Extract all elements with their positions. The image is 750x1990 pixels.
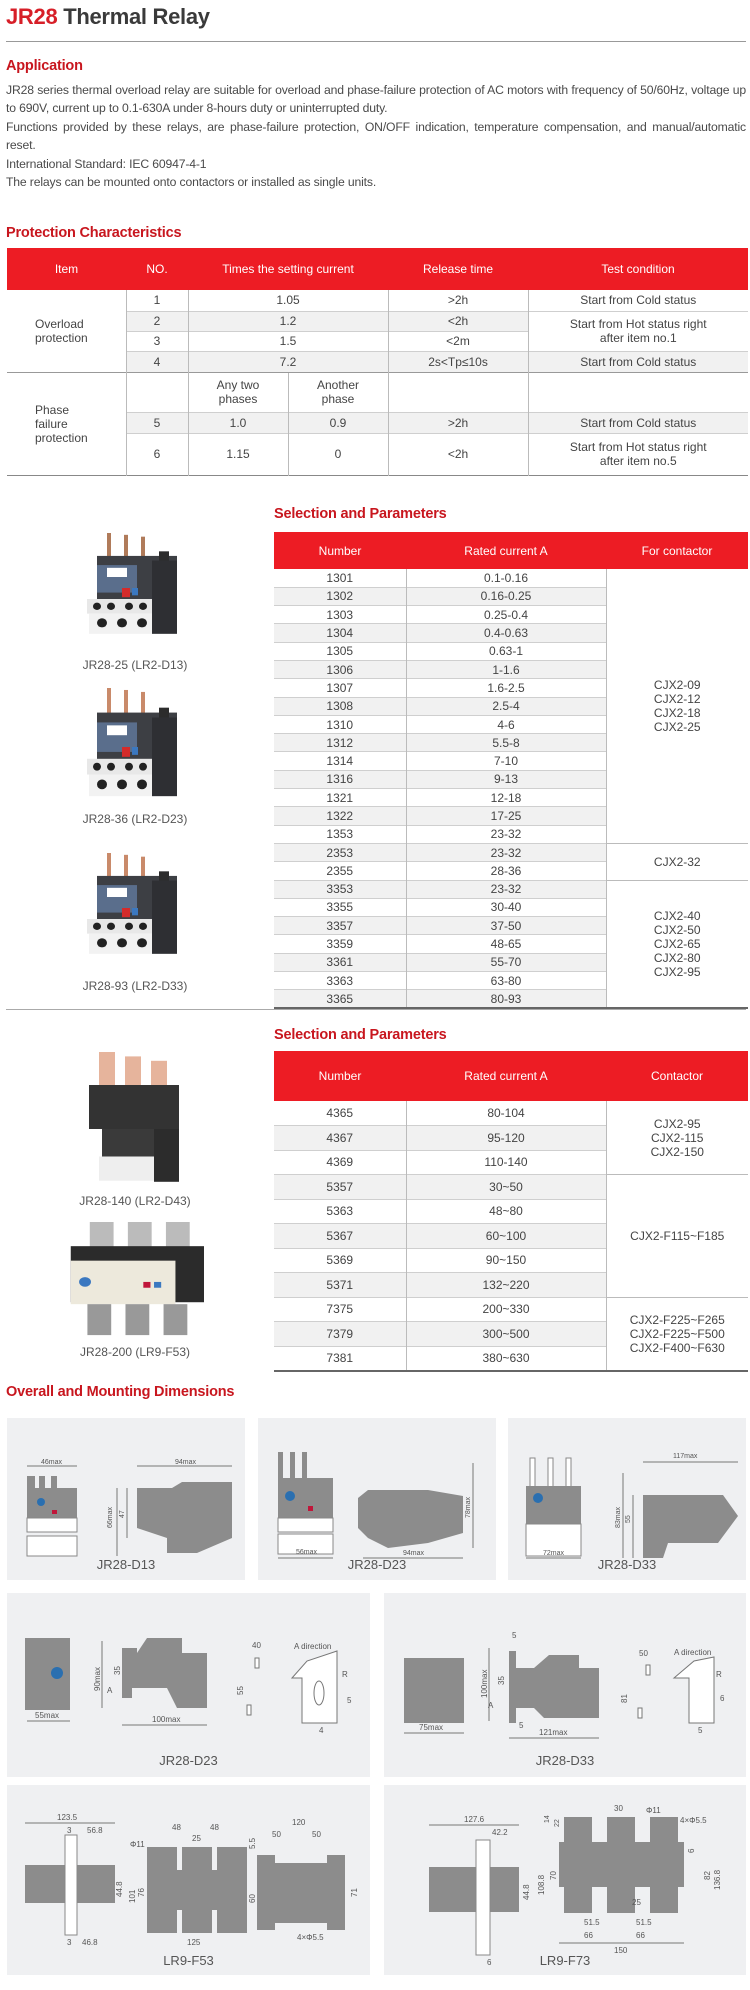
number-cell: 1303 (274, 606, 406, 624)
times-cell: 7.2 (188, 351, 388, 372)
number-cell: 3357 (274, 917, 406, 935)
rated-current-cell: 23-32 (406, 880, 606, 898)
dim-label: 117max (673, 1453, 698, 1460)
release-cell: <2h (388, 311, 528, 331)
rated-current-cell: 30~50 (406, 1175, 606, 1200)
number-cell: 1307 (274, 679, 406, 697)
table-row (274, 1175, 748, 1200)
test-cell: Start from Cold status (528, 351, 748, 372)
number-cell: 4365 (326, 1106, 354, 1120)
dim-label: 56max (296, 1549, 318, 1556)
dim-label: 50 (272, 1830, 281, 1839)
number-cell: 3359 (274, 935, 406, 953)
dim-label: 5.5 (248, 1837, 257, 1849)
dim-label: 72max (543, 1550, 565, 1557)
dimension-panel-d13 (7, 1418, 245, 1580)
times-cell: 1.0 (188, 412, 288, 433)
dim-label: 51.5 (584, 1918, 600, 1927)
contactor-cell (606, 1175, 748, 1298)
dim-label: 5 (519, 1721, 524, 1730)
selection-table-2 (274, 1051, 748, 1372)
dim-label: 60 (248, 1894, 257, 1903)
number-cell: 1353 (274, 825, 406, 843)
number-cell: 3363 (274, 972, 406, 990)
number-cell: 3355 (274, 898, 406, 916)
no-cell: 1 (126, 290, 188, 311)
dim-label: 44.8 (115, 1881, 124, 1897)
table-row (274, 1101, 748, 1126)
dim-label: 4 (319, 1726, 324, 1735)
dimension-panel-lr9-f73 (384, 1785, 746, 1975)
product-caption: JR28-36 (LR2-D23) (82, 812, 188, 826)
rated-current-cell: 4-6 (406, 715, 606, 733)
release-cell: 2s<Tp≤10s (388, 351, 528, 372)
no-cell: 6 (126, 433, 188, 475)
application-text (6, 81, 746, 191)
dimensions-heading: Overall and Mounting Dimensions (6, 1384, 235, 1400)
rated-current-cell: 0.4-0.63 (406, 624, 606, 642)
column-header: Times the setting current (188, 248, 388, 290)
rated-current-cell: 110-140 (406, 1150, 606, 1175)
model-name: JR28 (6, 4, 58, 29)
application-paragraph: JR28 series thermal overload relay are suitable for overload and phase-failure protection of AC motors with frequency of 50/60Hz, voltage up to 690V, current up to 0.1-630A under 8-hours duty or uninterrupted duty. (6, 83, 746, 116)
number-cell: 4367 (274, 1126, 406, 1151)
number-cell: 5367 (274, 1224, 406, 1249)
rated-current-cell: 1.6-2.5 (406, 679, 606, 697)
protection-table (7, 248, 748, 476)
dim-label: 108.8 (537, 1874, 546, 1895)
test-cell: Start from Hot status right after item no.5 (528, 433, 748, 475)
rated-current-cell: 48-65 (406, 935, 606, 953)
test-cell: Start from Cold status (528, 412, 748, 433)
dim-label: 46.8 (82, 1938, 98, 1947)
times-cell: 1.05 (188, 290, 388, 311)
table-header-row (274, 1051, 748, 1101)
table-row (274, 569, 748, 587)
number-cell: 2353 (274, 843, 406, 861)
number-cell: 5363 (274, 1199, 406, 1224)
number-cell: 1310 (274, 715, 406, 733)
dim-label: 66max (107, 1506, 114, 1528)
sub-header: Any two phases (188, 372, 288, 412)
dim-label: 51.5 (636, 1918, 652, 1927)
section-divider (6, 1009, 746, 1010)
times-cell: 1.2 (188, 311, 388, 331)
product-image-jr28-25 (77, 533, 193, 643)
column-header: Rated current A (406, 532, 606, 569)
release-cell: <2m (388, 331, 528, 351)
column-header: Release time (388, 248, 528, 290)
dim-label: A direction (674, 1648, 712, 1657)
times-cell: 0 (288, 433, 388, 475)
selection-heading: Selection and Parameters (274, 506, 447, 522)
number-cell: 1321 (274, 789, 406, 807)
table-row (274, 1297, 748, 1322)
column-header: Rated current A (406, 1051, 606, 1101)
rated-current-cell: 9-13 (406, 770, 606, 788)
number-cell: 5369 (274, 1248, 406, 1273)
number-cell: 7379 (274, 1322, 406, 1347)
rated-current-cell: 12-18 (406, 789, 606, 807)
number-cell: 1308 (274, 697, 406, 715)
dimension-drawing (258, 1418, 496, 1580)
column-header: For contactor (606, 532, 748, 569)
panel-label: JR28-D33 (597, 1557, 657, 1572)
dim-label: R (342, 1670, 348, 1679)
contactor-model: CJX2-F225~F265 (629, 1312, 725, 1327)
number-cell: 7381 (274, 1346, 406, 1371)
rated-current-cell: 63-80 (406, 972, 606, 990)
dim-label: 83max (615, 1506, 622, 1528)
dim-label: 5 (698, 1726, 703, 1735)
number-cell: 3365 (274, 990, 406, 1008)
dim-label: 94max (403, 1550, 425, 1557)
dim-label: 100max (480, 1669, 489, 1698)
contactor-model: CJX2-32 (653, 854, 701, 869)
product-image-jr28-140 (77, 1052, 193, 1184)
dim-label: 136.8 (713, 1869, 722, 1890)
contactor-model: CJX2-95 (653, 964, 701, 979)
rated-current-cell: 80-104 (406, 1101, 606, 1126)
contactor-model: CJX2-150 (650, 1144, 704, 1159)
dimension-panel-d33-mounting (384, 1593, 746, 1777)
dim-label: 50 (312, 1830, 321, 1839)
dim-label: 44.8 (522, 1884, 531, 1900)
table-header-row (274, 532, 748, 569)
rated-current-cell: 0.1-0.16 (406, 569, 606, 587)
relay-illustration (77, 688, 193, 806)
column-header: Item (7, 248, 126, 290)
dim-label: 70 (549, 1871, 558, 1880)
contactor-model: CJX2-95 (653, 1116, 701, 1131)
item-cell: Phase failure protection (7, 372, 126, 475)
dim-label: 30 (614, 1804, 623, 1813)
rated-current-cell: 2.5-4 (406, 697, 606, 715)
dim-label: 5 (347, 1696, 352, 1705)
rated-current-cell: 0.25-0.4 (406, 606, 606, 624)
dimension-drawing (384, 1593, 746, 1777)
dim-label: 4×Φ5.5 (297, 1933, 324, 1942)
dim-label: 35 (497, 1676, 506, 1685)
column-header: Test condition (528, 248, 748, 290)
test-cell: Start from Hot status right after item no.1 (528, 311, 748, 351)
table-row (274, 843, 748, 861)
rated-current-cell: 132~220 (406, 1273, 606, 1298)
number-cell: 1301 (326, 570, 354, 585)
number-cell: 1316 (274, 770, 406, 788)
relay-illustration (66, 1222, 204, 1338)
contactor-model: CJX2-50 (653, 922, 701, 937)
times-cell: 1.5 (188, 331, 388, 351)
number-cell: 5357 (274, 1175, 406, 1200)
panel-label: JR28-D33 (535, 1753, 595, 1768)
dim-label: 4×Φ5.5 (680, 1816, 707, 1825)
dim-label: A direction (294, 1642, 332, 1651)
rated-current-cell: 200~330 (406, 1297, 606, 1322)
product-image-jr28-200 (66, 1222, 204, 1338)
test-cell: Start from Cold status (528, 290, 748, 311)
product-caption: JR28-140 (LR2-D43) (79, 1194, 191, 1208)
product-caption: JR28-200 (LR9-F53) (79, 1345, 191, 1359)
dim-label: 40 (252, 1641, 261, 1650)
dim-label: Φ11 (130, 1840, 145, 1849)
contactor-model: CJX2-65 (653, 936, 701, 951)
relay-illustration (77, 533, 193, 643)
release-cell (388, 372, 528, 412)
contactor-cell (606, 843, 748, 880)
dim-label: 71 (350, 1888, 359, 1897)
dimension-panel-d23 (258, 1418, 496, 1580)
dimension-drawing (7, 1593, 370, 1777)
dim-label: 48 (210, 1823, 219, 1832)
dimension-panel-lr9-f53 (7, 1785, 370, 1975)
rated-current-cell: 90~150 (406, 1248, 606, 1273)
number-cell: 1305 (274, 642, 406, 660)
release-cell: >2h (388, 290, 528, 311)
contactor-model: CJX2-F400~F630 (629, 1340, 725, 1355)
rated-current-cell: 17-25 (406, 807, 606, 825)
rated-current-cell: 7-10 (406, 752, 606, 770)
times-cell: 1.15 (188, 433, 288, 475)
dim-label: R (716, 1670, 722, 1679)
dim-label: A (488, 1701, 494, 1710)
dimension-panel-d23-mounting (7, 1593, 370, 1777)
dim-label: 6 (720, 1694, 725, 1703)
rated-current-cell: 30-40 (406, 898, 606, 916)
application-paragraph: International Standard: IEC 60947-4-1 (6, 156, 207, 171)
release-cell: <2h (388, 433, 528, 475)
release-cell: >2h (388, 412, 528, 433)
dimension-drawing (7, 1785, 370, 1975)
dim-label: 150 (614, 1946, 628, 1955)
dim-label: 42.2 (492, 1828, 508, 1837)
dim-label: 121max (539, 1728, 568, 1737)
product-image-jr28-36 (77, 688, 193, 806)
rated-current-cell: 37-50 (406, 917, 606, 935)
dim-label: 127.6 (464, 1815, 485, 1824)
contactor-cell (606, 1101, 748, 1175)
no-cell: 3 (126, 331, 188, 351)
number-cell: 1314 (274, 752, 406, 770)
number-cell: 1312 (274, 734, 406, 752)
application-paragraph: The relays can be mounted onto contactors or installed as single units. (6, 175, 377, 190)
table-header-row (7, 248, 748, 290)
rated-current-cell: 60~100 (406, 1224, 606, 1249)
rated-current-cell: 1-1.6 (406, 660, 606, 678)
dim-label: 6 (687, 1848, 696, 1853)
item-cell: Overload protection (35, 316, 88, 345)
contactor-model: CJX2-40 (653, 908, 701, 923)
contactor-model: CJX2-80 (653, 950, 701, 965)
rated-current-cell: 5.5-8 (406, 734, 606, 752)
panel-label: JR28-D23 (159, 1753, 218, 1768)
no-cell: 4 (126, 351, 188, 372)
number-cell: 7375 (274, 1297, 406, 1322)
rated-current-cell: 0.16-0.25 (406, 587, 606, 605)
dim-label: 100max (152, 1715, 181, 1724)
dim-label: 55max (35, 1711, 60, 1720)
dim-label: 3 (67, 1826, 72, 1835)
times-cell: 0.9 (288, 412, 388, 433)
contactor-model: CJX2-09 (653, 677, 701, 692)
dim-label: 22 (554, 1819, 561, 1827)
sub-header: Another phase (288, 372, 388, 412)
application-heading: Application (6, 58, 83, 74)
dim-label: 25 (632, 1898, 641, 1907)
no-cell (126, 372, 188, 412)
number-cell: 2355 (274, 862, 406, 880)
dim-label: 48 (172, 1823, 181, 1832)
number-cell: 1322 (274, 807, 406, 825)
rated-current-cell: 95-120 (406, 1126, 606, 1151)
dim-label: 90max (93, 1666, 102, 1691)
dim-label: A (107, 1686, 113, 1695)
contactor-model: CJX2-12 (653, 691, 701, 706)
dim-label: 120 (292, 1818, 306, 1827)
rated-current-cell: 80-93 (406, 990, 606, 1008)
dimension-drawing (384, 1785, 746, 1975)
dim-label: 35 (113, 1666, 122, 1675)
dimension-drawing (7, 1418, 245, 1580)
table-row (7, 290, 748, 311)
number-cell: 3353 (274, 880, 406, 898)
dim-label: 81 (620, 1694, 629, 1703)
number-cell: 3361 (274, 953, 406, 971)
dim-label: 6 (487, 1958, 492, 1967)
column-header: Contactor (606, 1051, 748, 1101)
rated-current-cell: 28-36 (406, 862, 606, 880)
dim-label: 125 (187, 1938, 201, 1947)
dim-label: 25 (192, 1834, 201, 1843)
product-caption: JR28-93 (LR2-D33) (82, 979, 188, 993)
test-cell (528, 372, 748, 412)
contactor-cell (606, 569, 748, 843)
selection-table-1 (274, 532, 748, 1009)
dimension-drawing (508, 1418, 746, 1580)
dim-label: 3 (67, 1938, 72, 1947)
rated-current-cell: 300~500 (406, 1322, 606, 1347)
no-cell: 5 (126, 412, 188, 433)
contactor-model: CJX2-25 (653, 719, 701, 734)
dim-label: 14 (544, 1815, 551, 1823)
rated-current-cell: 48~80 (406, 1199, 606, 1224)
column-header: NO. (126, 248, 188, 290)
dim-label: 82 (703, 1871, 712, 1880)
number-cell: 4369 (274, 1150, 406, 1175)
dim-label: 101 (128, 1889, 137, 1903)
relay-illustration (77, 1052, 193, 1184)
selection-heading: Selection and Parameters (274, 1027, 447, 1043)
contactor-cell (606, 1297, 748, 1371)
contactor-model: CJX2-F225~F500 (629, 1326, 725, 1341)
number-cell: 5371 (274, 1273, 406, 1298)
panel-label: JR28-D23 (347, 1557, 407, 1572)
dim-label: 75max (419, 1723, 444, 1732)
contactor-model: CJX2-18 (653, 705, 701, 720)
table-row (7, 372, 748, 412)
dim-label: 66 (584, 1931, 593, 1940)
rated-current-cell: 380~630 (406, 1346, 606, 1371)
dim-label: 55 (236, 1686, 245, 1695)
protection-heading: Protection Characteristics (6, 225, 182, 241)
table-row (274, 880, 748, 898)
rated-current-cell: 55-70 (406, 953, 606, 971)
relay-illustration (77, 853, 193, 963)
dim-label: 5 (512, 1631, 517, 1640)
panel-label: LR9-F73 (539, 1953, 591, 1968)
contactor-model: CJX2-115 (651, 1130, 704, 1145)
dimension-panel-d33 (508, 1418, 746, 1580)
number-cell: 1306 (274, 660, 406, 678)
rated-current-cell: 23-32 (406, 825, 606, 843)
contactor-model: CJX2-F115~F185 (630, 1228, 725, 1243)
dim-label: 50 (639, 1649, 648, 1658)
dim-label: 123.5 (57, 1813, 78, 1822)
dim-label: 76 (137, 1888, 146, 1897)
dim-label: 66 (636, 1931, 645, 1940)
dim-label: 94max (175, 1459, 197, 1466)
no-cell: 2 (126, 311, 188, 331)
dim-label: 78max (465, 1496, 472, 1518)
dim-label: Φ11 (646, 1806, 661, 1815)
dim-label: 55 (625, 1515, 632, 1523)
title-divider (6, 41, 746, 42)
contactor-cell (606, 880, 748, 1008)
panel-label: LR9-F53 (163, 1953, 214, 1968)
title-text: Thermal Relay (63, 4, 210, 29)
panel-label: JR28-D13 (96, 1557, 156, 1572)
rated-current-cell: 23-32 (406, 843, 606, 861)
number-cell: 1302 (274, 587, 406, 605)
dim-label: 56.8 (87, 1826, 103, 1835)
product-caption: JR28-25 (LR2-D13) (82, 658, 188, 672)
column-header: Number (274, 532, 406, 569)
page-title (6, 4, 210, 30)
number-cell: 1304 (274, 624, 406, 642)
column-header: Number (274, 1051, 406, 1101)
application-paragraph: Functions provided by these relays, are phase-failure protection, ON/OFF indication, temperature compensation, and manual/automatic reset. (6, 119, 746, 153)
product-image-jr28-93 (77, 853, 193, 963)
dim-label: 46max (41, 1459, 63, 1466)
rated-current-cell: 0.63-1 (406, 642, 606, 660)
dim-label: 47 (119, 1510, 126, 1518)
